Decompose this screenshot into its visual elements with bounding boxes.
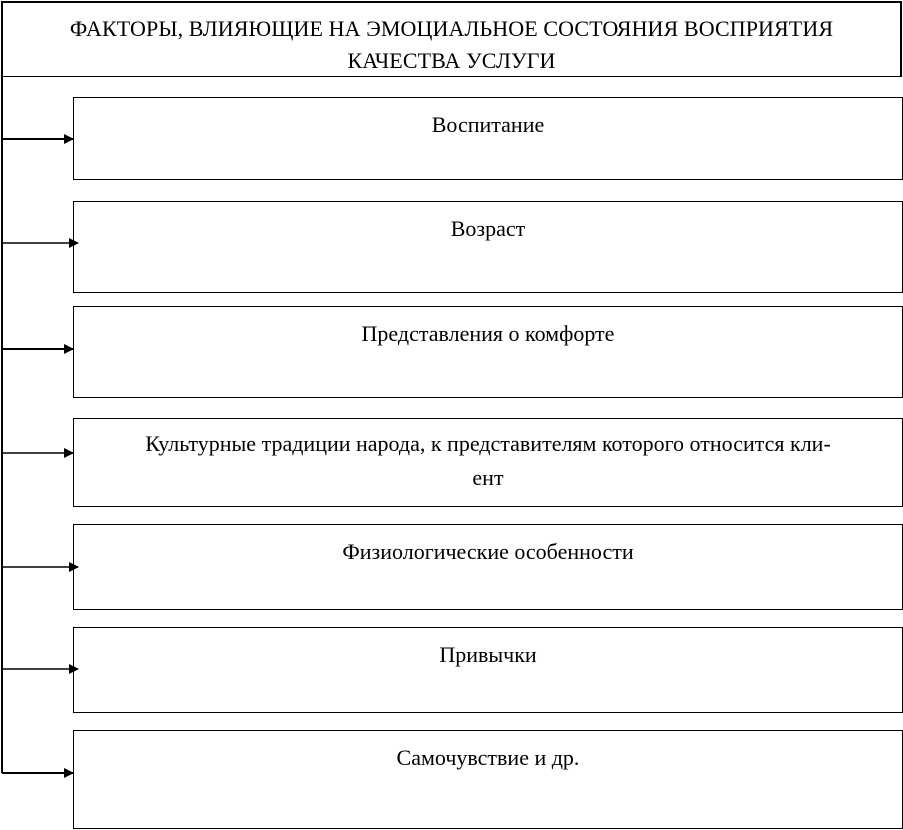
factor-box-cultural-traditions [73, 418, 903, 507]
diagram-title [1, 1, 902, 77]
factor-label: Физиологические особенности [342, 539, 634, 564]
factor-box-age [73, 201, 903, 293]
factor-label: Представления о комфорте [361, 321, 615, 346]
factor-box-upbringing [73, 97, 903, 180]
diagram-title-line-1: ФАКТОРЫ, ВЛИЯЮЩИЕ НА ЭМОЦИАЛЬНОЕ СОСТОЯНИЯ ВОСПРИЯТИЯ [69, 16, 834, 41]
factor-label-continuation: ент [472, 465, 504, 490]
factor-label: Культурные традиции народа, к представителям которого относится кли- [145, 431, 831, 456]
factor-box-wellbeing [73, 730, 903, 829]
factor-label: Возраст [450, 216, 526, 241]
diagram-title-line-2: КАЧЕСТВА УСЛУГИ [347, 48, 556, 73]
factor-label: Самочувствие и др. [396, 745, 580, 770]
factor-label: Воспитание [431, 112, 545, 137]
factor-box-physiology [73, 524, 903, 610]
factor-box-habits [73, 627, 903, 713]
factor-label: Привычки [439, 642, 537, 667]
factor-box-comfort [73, 306, 903, 398]
